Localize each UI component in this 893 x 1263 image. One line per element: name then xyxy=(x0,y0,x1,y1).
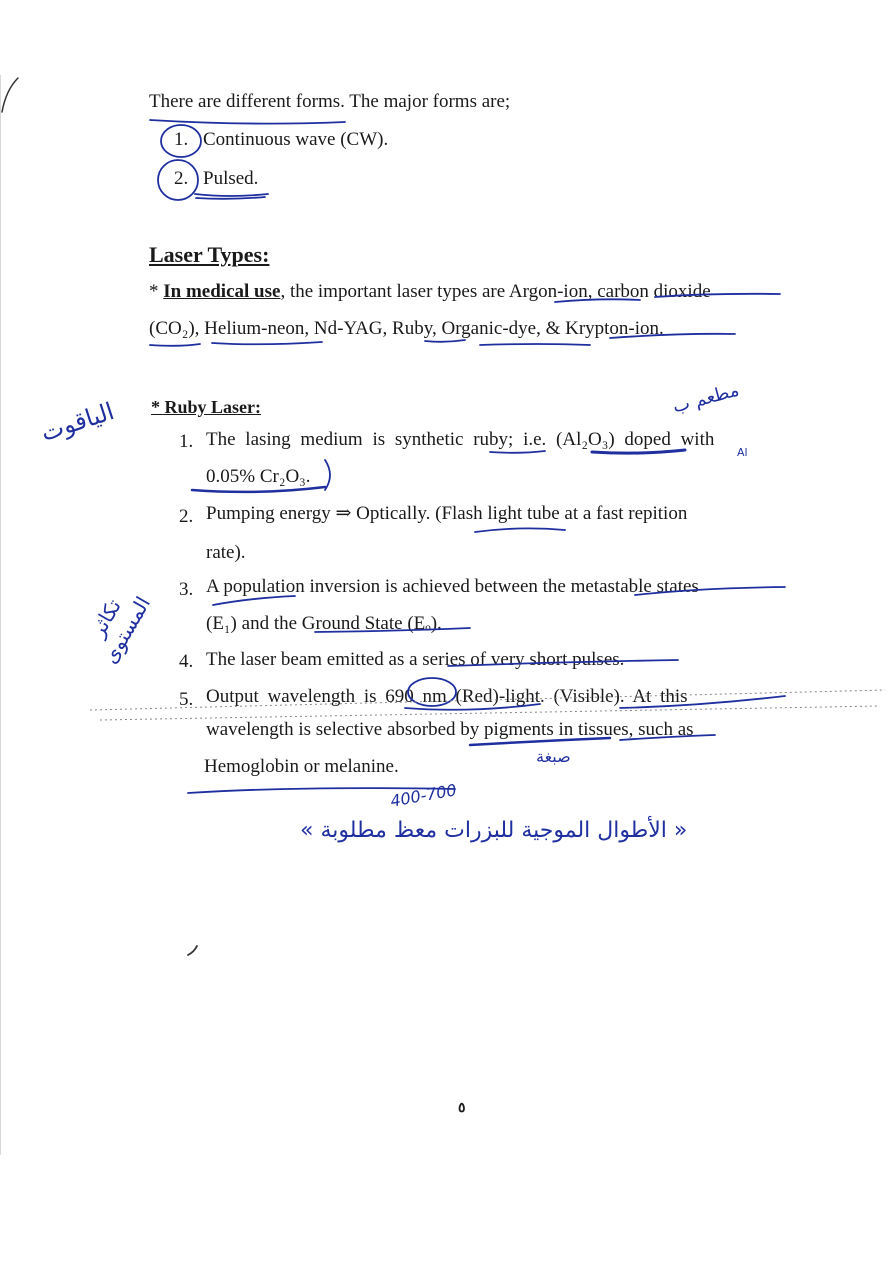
ruby-item-1-line-1: The lasing medium is synthetic ruby; i.e. (Al₂O₃) doped with xyxy=(206,429,715,450)
star-bullet: * xyxy=(149,281,159,302)
laser-types-line-1-rest: , the important laser types are Argon-ion, carbon dioxide xyxy=(280,281,711,302)
form-2-number: 2. xyxy=(174,168,189,189)
ruby-item-2-line-1: Pumping energy ⇒ Optically. (Flash light tube at a fast repition xyxy=(206,503,688,524)
ruby-heading: * Ruby Laser: xyxy=(151,397,262,417)
note-above-doped: مطعم ب xyxy=(670,379,742,418)
ruby-item-1-line-2: 0.05% Cr₂O₃. xyxy=(206,466,311,487)
laser-types-heading: Laser Types: xyxy=(149,242,270,267)
ruby-item-3-number: 3. xyxy=(179,579,194,600)
ruby-item-2-line-2: rate). xyxy=(206,542,246,563)
ruby-item-5-line-2: wavelength is selective absorbed by pigments in tissues, such as xyxy=(206,719,694,740)
ruby-item-3-line-1: A population inversion is achieved between the metastable states xyxy=(206,576,699,597)
ruby-item-2-number: 2. xyxy=(179,506,194,527)
ruby-item-4-line-1: The laser beam emitted as a series of very short pulses. xyxy=(206,649,625,670)
intro-line: There are different forms. The major forms are; xyxy=(149,91,511,112)
ruby-item-5-line-1: Output wavelength is 690 nm (Red)-light. (Visible). At this xyxy=(206,686,688,707)
note-al: Al xyxy=(737,446,748,459)
ruby-item-4-number: 4. xyxy=(179,651,194,672)
note-range: 400-700 xyxy=(388,780,459,811)
ruby-item-5-number: 5. xyxy=(179,689,194,710)
laser-types-line-1 xyxy=(149,280,711,304)
medical-use-label: In medical use xyxy=(163,281,281,302)
margin-note-ruby: الياقوت xyxy=(37,397,118,447)
margin-note-population: تكاثر المستوى xyxy=(85,592,156,668)
form-1-text: Continuous wave (CW). xyxy=(203,129,389,150)
note-pigment: صبغة xyxy=(536,747,571,766)
ruby-item-1-number: 1. xyxy=(179,431,194,452)
ruby-item-5-line-3: Hemoglobin or melanine. xyxy=(204,756,399,777)
page-number: ٥ xyxy=(458,1101,466,1116)
form-1-number: 1. xyxy=(174,129,189,150)
ruby-item-3-line-2: (E₁) and the Ground State (Eₒ). xyxy=(206,613,442,634)
arabic-note: « الأطوال الموجية للبزرات معظ مطلوبة » xyxy=(300,818,688,843)
scan-edge xyxy=(0,75,41,1155)
form-2-text: Pulsed. xyxy=(203,168,259,189)
laser-types-line-2: (CO₂), Helium-neon, Nd-YAG, Ruby, Organic-dye, & Krypton-ion. xyxy=(149,318,664,339)
